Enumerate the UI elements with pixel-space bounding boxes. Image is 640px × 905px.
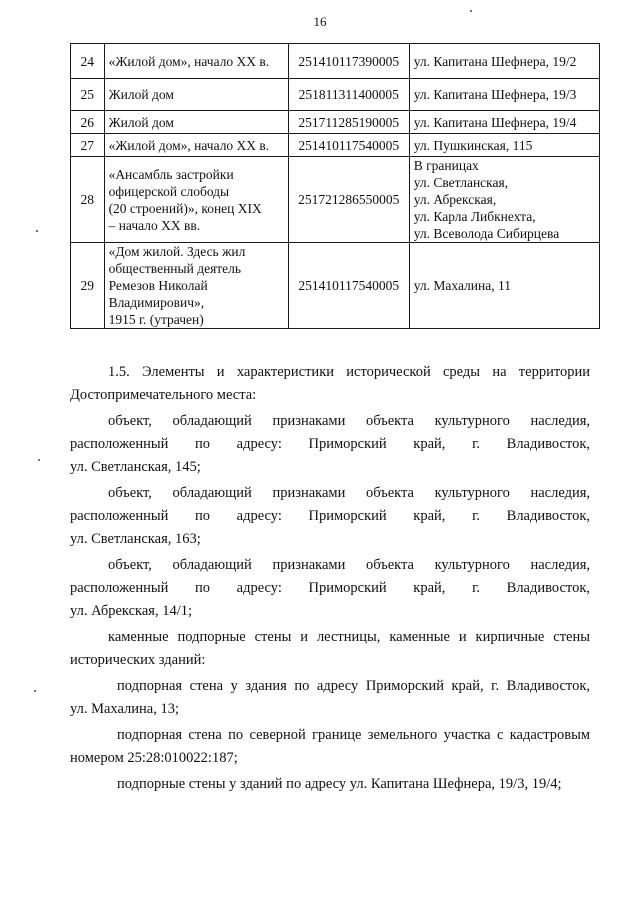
- object-name-cell-line: «Жилой дом», начало XX в.: [108, 53, 270, 69]
- table-row: [71, 157, 600, 243]
- object-name-cell: [104, 79, 288, 111]
- item-line: объект, обладающий признаками объекта культурного наследия,: [108, 485, 590, 501]
- address-cell-line: ул. Карла Либкнехта,: [413, 209, 536, 224]
- registry-code-cell: 251410117390005: [288, 44, 409, 79]
- subitem-line: подпорные стены у зданий по адресу ул. Капитана Шефнера, 19/3, 19/4;: [117, 776, 562, 792]
- row-number-cell: 28: [71, 157, 105, 243]
- item-line: объект, обладающий признаками объекта культурного наследия,: [108, 413, 590, 429]
- environment-subitem: [70, 675, 590, 721]
- scan-speck: [36, 230, 38, 232]
- table-row: [71, 44, 600, 79]
- row-number-cell: 25: [71, 79, 105, 111]
- row-number-cell: 24: [71, 44, 105, 79]
- object-name-cell-line: общественный деятель: [108, 261, 242, 276]
- object-name-cell-line: Жилой дом: [108, 114, 174, 130]
- item-line: каменные подпорные стены и лестницы, каменные и кирпичные стены: [108, 629, 590, 645]
- object-name-cell-line: Владимирович»,: [108, 295, 205, 310]
- item-line: расположенный по адресу: Приморский край, г. Владивосток,: [70, 580, 590, 596]
- environment-item: [70, 626, 590, 672]
- object-name-cell-line: «Жилой дом», начало XX в.: [108, 137, 270, 153]
- object-name-cell: [104, 111, 288, 134]
- item-line: ул. Светланская, 145;: [70, 459, 201, 475]
- registry-code-cell: 251811311400005: [288, 79, 409, 111]
- table-row: [71, 111, 600, 134]
- object-name-cell-line: офицерской слободы: [108, 183, 230, 199]
- object-name-cell-line: Ремезов Николай: [108, 278, 208, 293]
- address-cell: [409, 134, 599, 157]
- scan-speck: [34, 690, 36, 692]
- object-name-cell-line: «Ансамбль застройки: [108, 166, 234, 182]
- address-cell-line: ул. Махалина, 11: [413, 278, 511, 293]
- table-row: [71, 134, 600, 157]
- table-row: [71, 79, 600, 111]
- registry-code-cell: 251410117540005: [288, 134, 409, 157]
- item-line: расположенный по адресу: Приморский край, г. Владивосток,: [70, 436, 590, 452]
- registry-code-cell: 251410117540005: [288, 243, 409, 329]
- row-number-cell: 29: [71, 243, 105, 329]
- address-cell: [409, 243, 599, 329]
- object-name-cell-line: «Дом жилой. Здесь жил: [108, 244, 246, 259]
- subitem-line: номером 25:28:010022:187;: [70, 750, 238, 766]
- address-cell: [409, 79, 599, 111]
- object-name-cell: [104, 134, 288, 157]
- scan-speck: [470, 10, 472, 12]
- subitem-line: подпорная стена у здания по адресу Приморский край, г. Владивосток,: [117, 678, 590, 694]
- address-cell: [409, 157, 599, 243]
- object-name-cell-line: (20 строений)», конец XIX: [108, 200, 262, 216]
- object-name-cell: [104, 243, 288, 329]
- section-heading: [70, 361, 590, 407]
- object-name-cell-line: Жилой дом: [108, 87, 174, 102]
- object-name-cell: [104, 157, 288, 243]
- environment-item: [70, 554, 590, 623]
- address-cell-line: ул. Абрекская,: [413, 192, 497, 207]
- item-line: ул. Абрекская, 14/1;: [70, 603, 193, 619]
- section-heading-line: Достопримечательного места:: [70, 387, 257, 403]
- row-number-cell: 27: [71, 134, 105, 157]
- row-number-cell: 26: [71, 111, 105, 134]
- address-cell-line: ул. Пушкинская, 115: [413, 137, 533, 153]
- item-line: ул. Светланская, 163;: [70, 531, 201, 547]
- item-line: исторических зданий:: [70, 652, 206, 668]
- address-cell: [409, 44, 599, 79]
- section-heading-line: 1.5. Элементы и характеристики исторической среды на территории: [108, 364, 590, 380]
- registry-code-cell: 251721286550005: [288, 157, 409, 243]
- address-cell-line: ул. Светланская,: [413, 175, 509, 190]
- item-line: объект, обладающий признаками объекта культурного наследия,: [108, 557, 590, 573]
- environment-subitem: [70, 724, 590, 770]
- address-cell-line: ул. Капитана Шефнера, 19/2: [413, 53, 577, 69]
- section-body: [70, 361, 590, 799]
- scan-speck: [38, 459, 40, 461]
- address-cell-line: ул. Всеволода Сибирцева: [413, 226, 560, 241]
- environment-item: [70, 482, 590, 551]
- address-cell: [409, 111, 599, 134]
- address-cell-line: ул. Капитана Шефнера, 19/4: [413, 114, 577, 130]
- registry-code-cell: 251711285190005: [288, 111, 409, 134]
- object-name-cell: [104, 44, 288, 79]
- address-cell-line: ул. Капитана Шефнера, 19/3: [413, 87, 577, 102]
- item-line: расположенный по адресу: Приморский край, г. Владивосток,: [70, 508, 590, 524]
- address-cell-line: В границах: [413, 158, 479, 173]
- object-name-cell-line: 1915 г. (утрачен): [108, 312, 204, 327]
- environment-item: [70, 410, 590, 479]
- page-number: 16: [313, 14, 327, 29]
- object-name-cell-line: – начало XX вв.: [108, 217, 201, 233]
- subitem-line: ул. Махалина, 13;: [70, 701, 180, 717]
- environment-subitem: [70, 773, 590, 796]
- table-row: [71, 243, 600, 329]
- heritage-objects-table: [70, 43, 600, 329]
- subitem-line: подпорная стена по северной границе земельного участка с кадастровым: [117, 727, 590, 743]
